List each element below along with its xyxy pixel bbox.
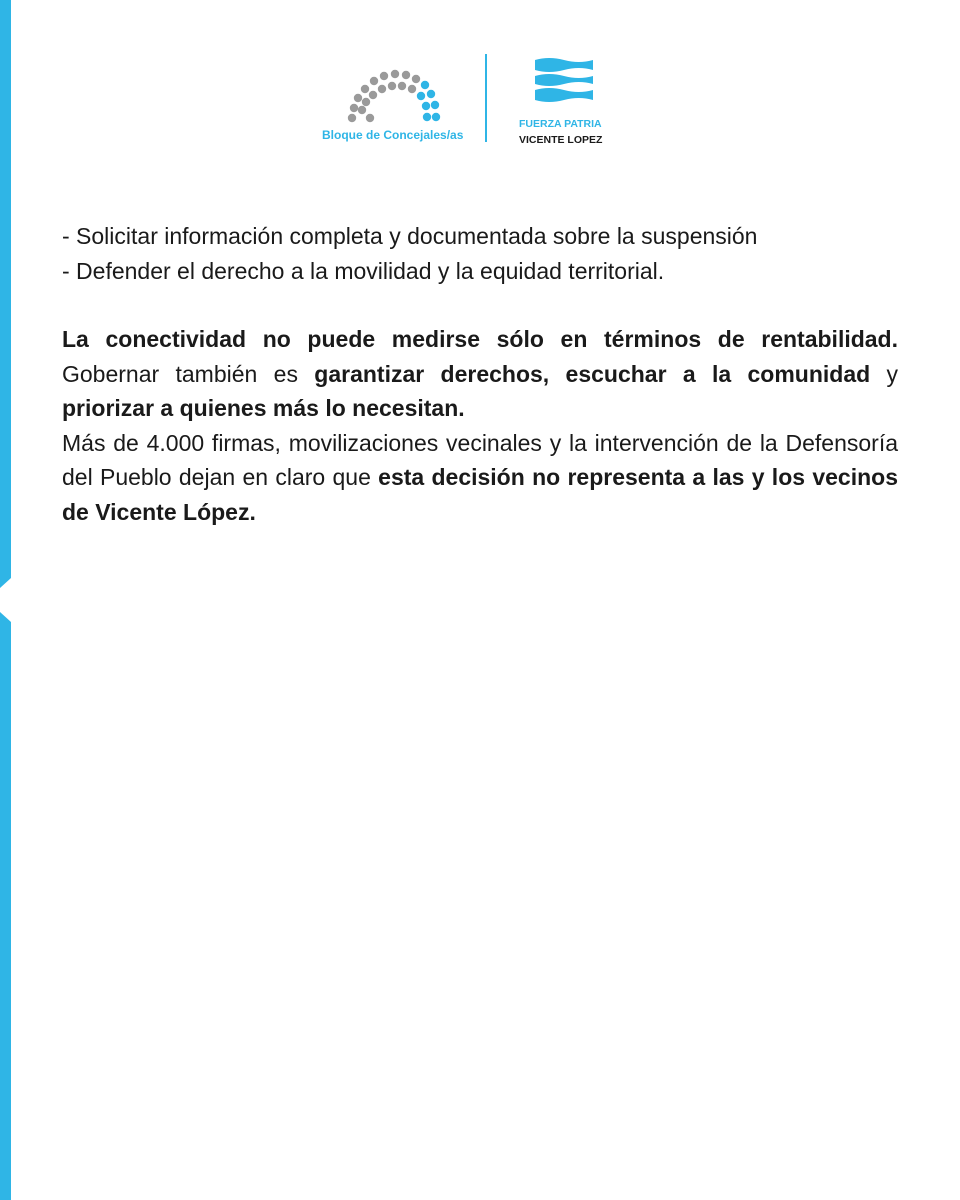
logo-divider	[485, 54, 487, 142]
paragraph-text: Más de 4.000 firmas, movilizaciones vecinales y la intervención de la Defensoría del Pueblo dejan en claro que	[62, 429, 898, 490]
bloque-logo	[322, 60, 472, 144]
left-accent-bar	[0, 0, 11, 1200]
paragraph-spacer	[62, 288, 898, 322]
argentina-flag-icon	[533, 56, 595, 106]
bold-phrase: priorizar a quienes más lo necesitan.	[62, 395, 465, 421]
bloque-label: Bloque de Concejales/as	[322, 128, 464, 142]
bold-intro: La conectividad no puede medirse sólo en términos de rentabilidad.	[62, 326, 898, 352]
fuerza-patria-label: FUERZA PATRIA	[519, 118, 602, 130]
header	[0, 52, 960, 152]
bullet-item: - Defender el derecho a la movilidad y la equidad territorial.	[62, 257, 665, 284]
parliament-seats-icon	[332, 60, 462, 126]
vicente-lopez-label: VICENTE LOPEZ	[519, 134, 603, 146]
paragraph-text: Gobernar también es	[62, 360, 315, 387]
paragraph-firmas	[62, 426, 898, 530]
paragraph-text: y	[870, 360, 899, 387]
bold-conclusion: esta decisión no representa a las y los vecinos de Vicente López.	[62, 464, 898, 525]
document-body	[62, 219, 898, 529]
fuerza-patria-logo	[519, 56, 629, 146]
bold-phrase: garantizar derechos, escuchar a la comunidad	[314, 360, 871, 387]
bullet-item: - Solicitar información completa y documentada sobre la suspensión	[62, 223, 758, 249]
paragraph-conectividad	[62, 322, 898, 426]
